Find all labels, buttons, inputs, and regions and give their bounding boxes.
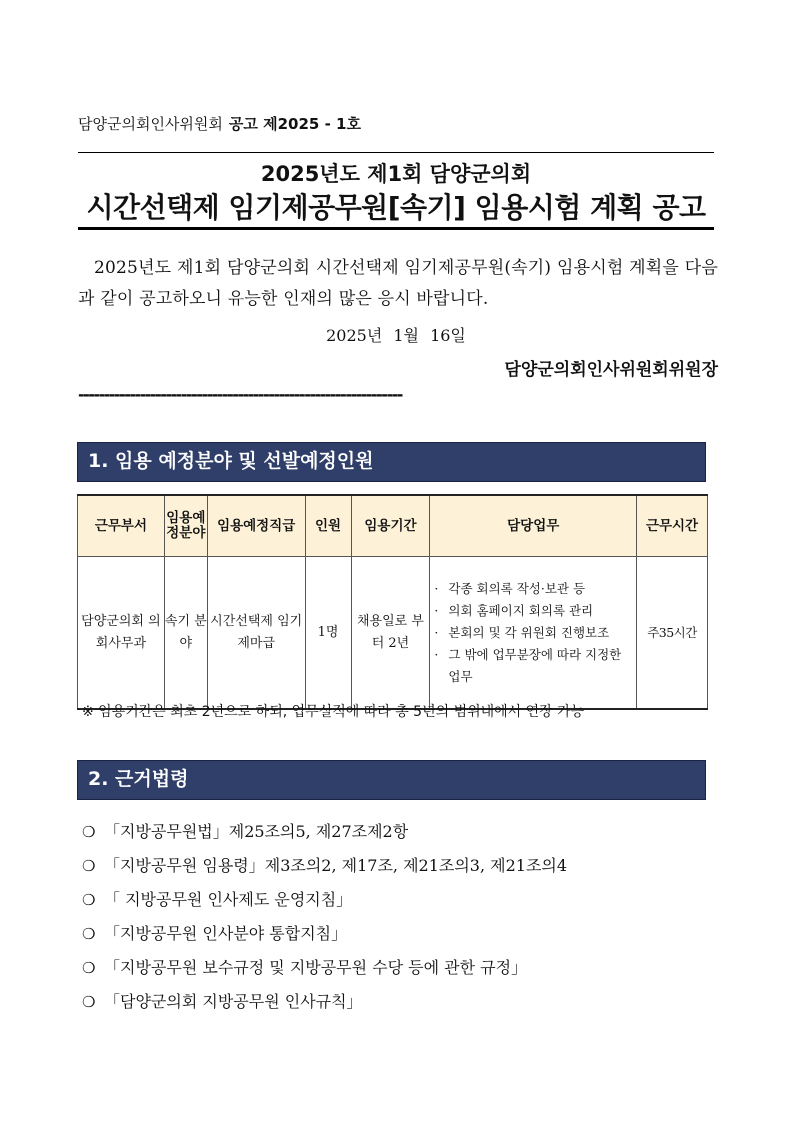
header-department: 근무부서 [78, 495, 165, 557]
list-item: ❍ 「지방공무원 인사분야 통합지침」 [82, 917, 567, 951]
table-row [78, 557, 708, 710]
header-duties: 담당업무 [430, 495, 637, 557]
header-field: 임용예정분야 [164, 495, 207, 557]
cell-hours: 주35시간 [637, 557, 708, 710]
cell-field: 속기 분야 [164, 557, 207, 710]
table-note: ※ 임용기간은 최초 2년으로 하되, 업무실적에 따라 총 5년의 범위내에서 연장 가능 [82, 704, 585, 720]
dashed-divider: --------------------------------------------------------------- [78, 385, 402, 404]
cell-count: 1명 [305, 557, 351, 710]
duties-list [434, 578, 632, 688]
cell-grade: 시간선택제 임기제마급 [207, 557, 305, 710]
table-header-row [78, 495, 708, 557]
header-hours: 근무시간 [637, 495, 708, 557]
section-1-header [77, 442, 706, 482]
cell-duties [430, 557, 637, 710]
notice-date: 2025년 1월 16일 [326, 326, 466, 345]
title-line-2: 시간선택제 임기제공무원[속기] 임용시험 계획 공고 [86, 191, 706, 224]
list-item: ❍ 「지방공무원 임용령」제3조의2, 제17조, 제21조의3, 제21조의4 [82, 849, 567, 883]
list-item: ❍ 「담양군의회 지방공무원 인사규칙」 [82, 985, 567, 1019]
legal-basis-list [82, 815, 567, 1019]
title-line-1: 2025년도 제1회 담양군의회 [260, 162, 532, 186]
cell-period: 채용일로 부터 2년 [351, 557, 430, 710]
duty-item: · 본회의 및 각 위원회 진행보조 [434, 624, 610, 640]
header-period: 임용기간 [351, 495, 430, 557]
title-bottom-rule [78, 227, 714, 230]
list-item: ❍ 「 지방공무원 인사제도 운영지침」 [82, 883, 567, 917]
section-1-title: 1. 임용 예정분야 및 선발예정인원 [88, 450, 374, 472]
section-2-header [77, 760, 706, 800]
signer: 담양군의회인사위원회위원장 [504, 360, 718, 380]
circle-bullet-icon: ❍ [82, 959, 96, 977]
intro-paragraph: 2025년도 제1회 담양군의회 시간선택제 임기제공무원(속기) 임용시험 계획을 다음과 같이 공고하오니 유능한 인재의 많은 응시 바랍니다. [78, 258, 718, 309]
circle-bullet-icon: ❍ [82, 891, 96, 909]
list-item: ❍ 「지방공무원법」제25조의5, 제27조제2항 [82, 815, 567, 849]
header-count: 인원 [305, 495, 351, 557]
circle-bullet-icon: ❍ [82, 993, 96, 1011]
circle-bullet-icon: ❍ [82, 823, 96, 841]
circle-bullet-icon: ❍ [82, 857, 96, 875]
duty-item: · 각종 회의록 작성·보관 등 [434, 580, 586, 596]
duty-item: · 의회 홈페이지 회의록 관리 [434, 602, 594, 618]
issuer-name: 담양군의회인사위원회 [78, 115, 223, 133]
duty-item: · 그 밖에 업무분장에 따라 지정한 업무 [434, 646, 622, 684]
cell-department: 담양군의회 의회사무과 [78, 557, 165, 710]
notice-number: 공고 제2025 - 1호 [228, 115, 361, 133]
recruitment-table [77, 494, 708, 710]
notice-number-line [78, 113, 361, 134]
header-grade: 임용예정직급 [207, 495, 305, 557]
title-top-rule [78, 152, 714, 153]
list-item: ❍ 「지방공무원 보수규정 및 지방공무원 수당 등에 관한 규정」 [82, 951, 567, 985]
section-2-title: 2. 근거법령 [88, 768, 189, 790]
circle-bullet-icon: ❍ [82, 925, 96, 943]
